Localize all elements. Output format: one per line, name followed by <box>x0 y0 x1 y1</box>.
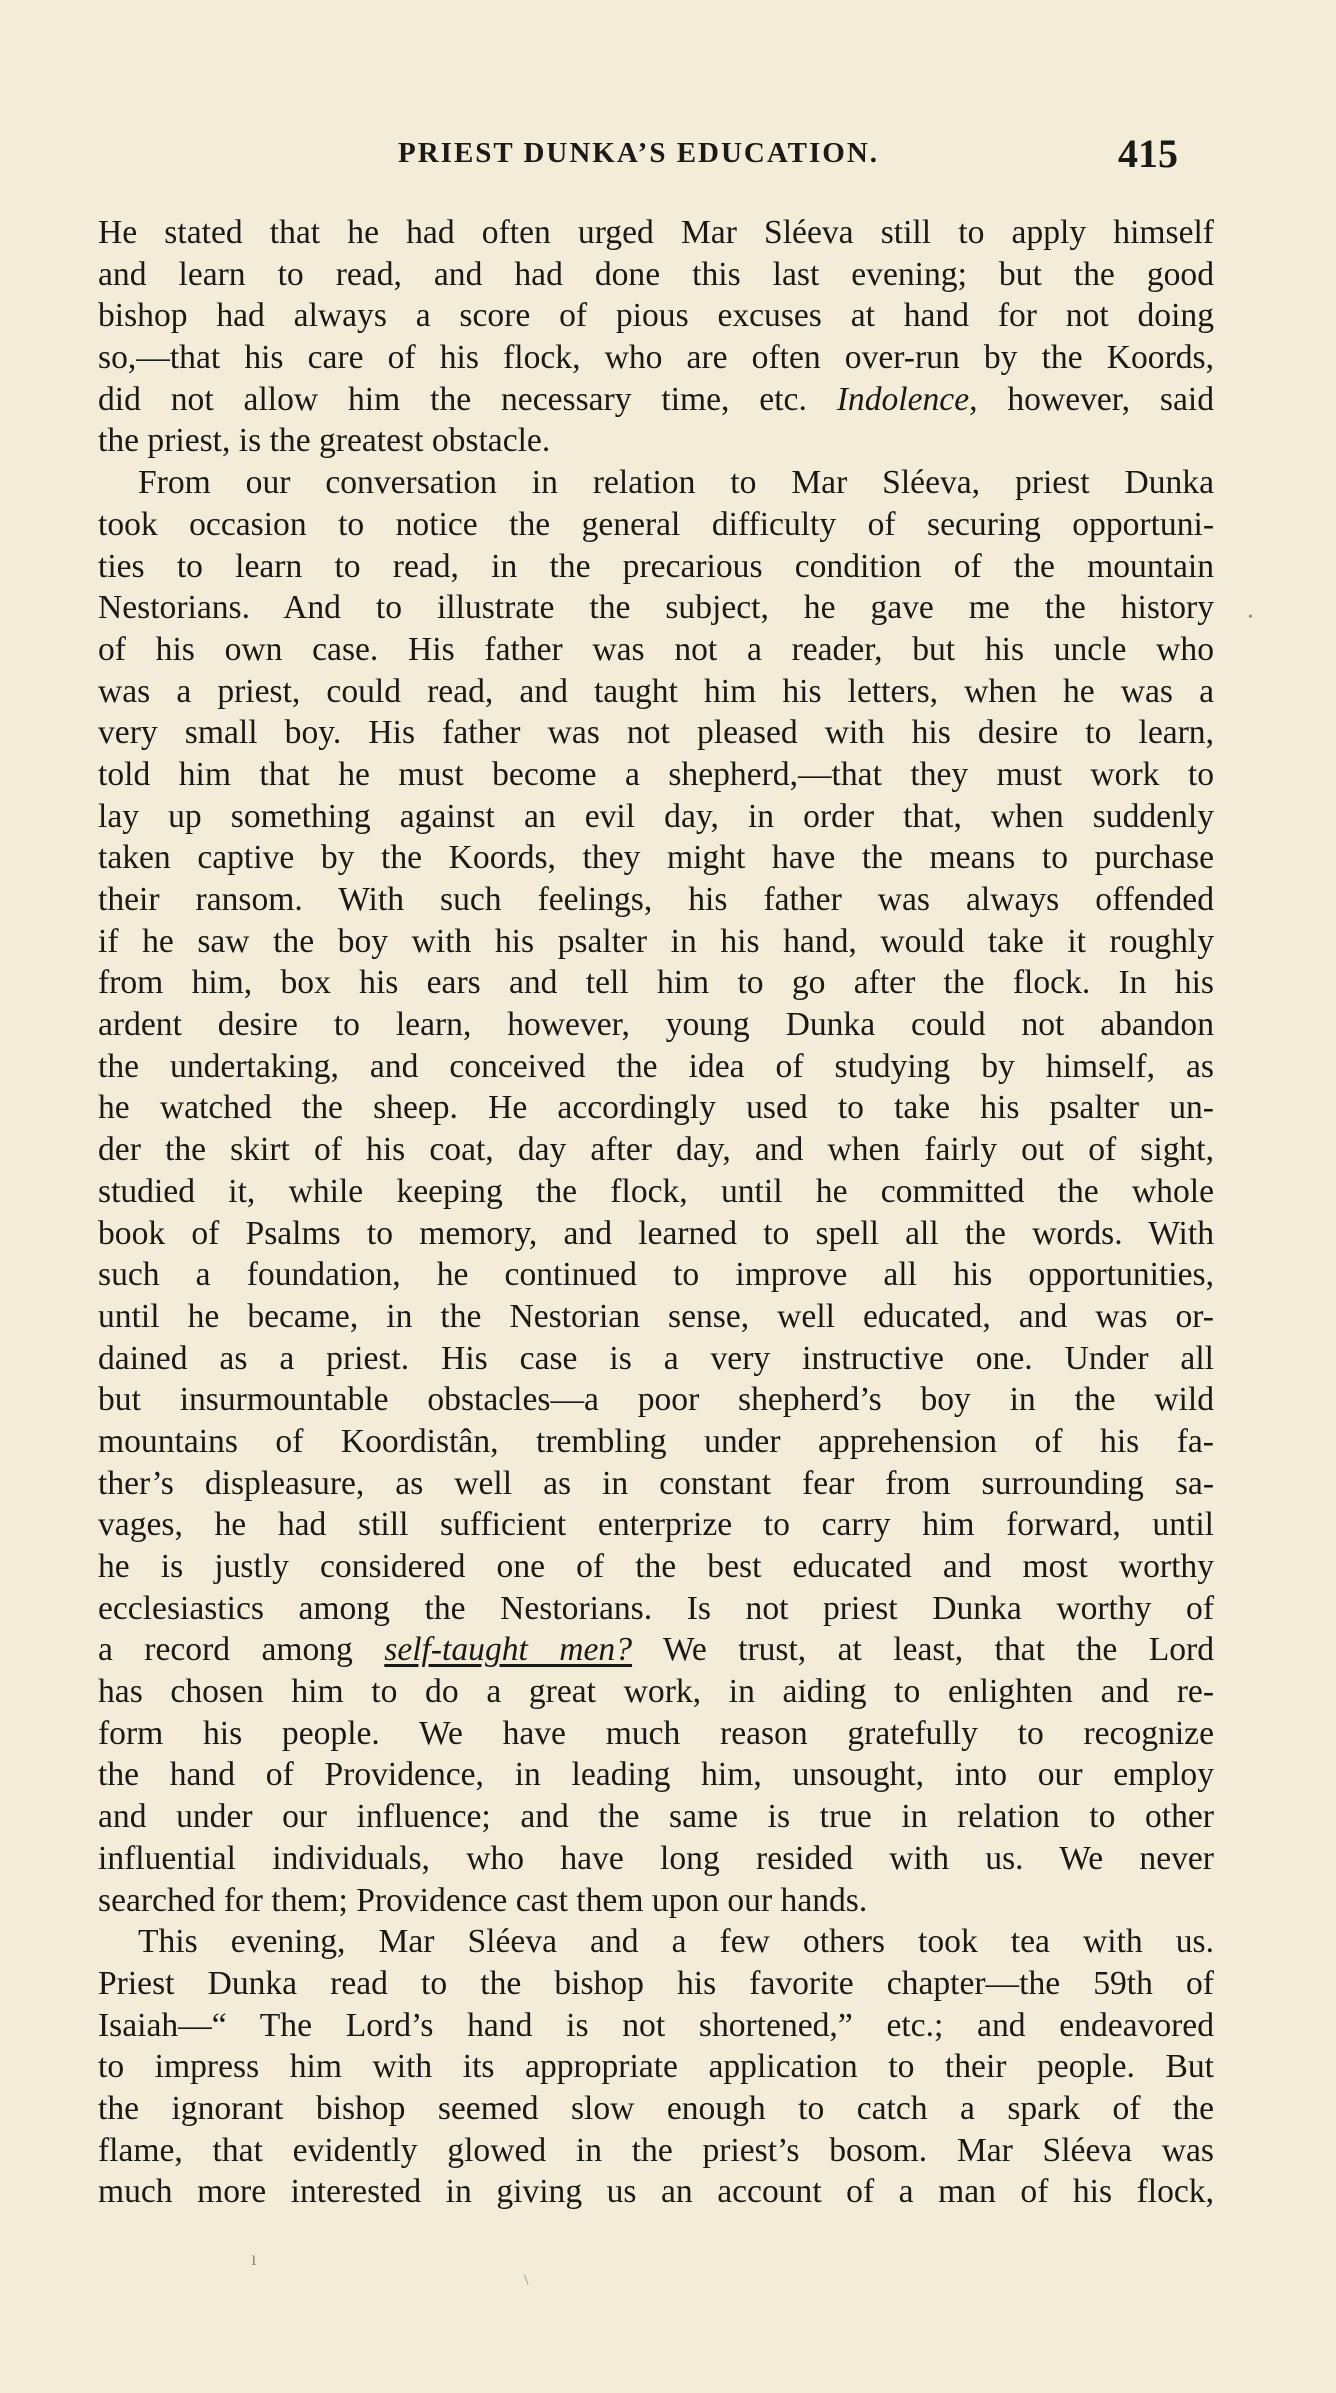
text-line: Priest Dunka read to the bishop his favorite chapter—the 59th of <box>98 1964 1214 2002</box>
stray-mark: • <box>1248 610 1253 625</box>
text-line: their ransom. With such feelings, his father was always offended <box>98 881 1214 918</box>
text-line: der the skirt of his coat, day after day, and when fairly out of sight, <box>98 1131 1214 1169</box>
paragraph-3 <box>98 1921 1214 2213</box>
text-line: He stated that he had often urged Mar Sléeva still to apply himself <box>98 214 1214 251</box>
text-line: until he became, in the Nestorian sense, well educated, and was or- <box>98 1297 1214 1335</box>
page-header <box>0 133 1336 183</box>
text-line: and under our influence; and the same is true in relation to other <box>98 1798 1214 1836</box>
text-line: ties to learn to read, in the precarious condition of the mountain <box>98 547 1214 585</box>
text-line: if he saw the boy with his psalter in his hand, would take it roughly <box>98 922 1214 960</box>
emphasis-text: self-taught men? <box>384 1631 633 1669</box>
text-line: he watched the sheep. He accordingly used to take his psalter un- <box>98 1089 1214 1127</box>
text-line: took occasion to notice the general difficulty of securing opportuni- <box>98 505 1214 543</box>
text-line: studied it, while keeping the flock, until he committed the whole <box>98 1172 1214 1210</box>
text-line: dained as a priest. His case is a very instructive one. Under all <box>98 1339 1214 1377</box>
text-line <box>98 1629 1214 1671</box>
text-line: told him that he must become a shepherd,—that they must work to <box>98 755 1214 793</box>
paragraph-1 <box>98 212 1214 462</box>
text-line: but insurmountable obstacles—a poor shepherd’s boy in the wild <box>98 1381 1214 1419</box>
stray-mark: ı <box>251 2248 257 2270</box>
text-line: has chosen him to do a great work, in aiding to enlighten and re- <box>98 1673 1214 1711</box>
text-line: much more interested in giving us an account of a man of his flock, <box>98 2173 1214 2211</box>
text-line: searched for them; Providence cast them upon our hands. <box>98 1881 868 1919</box>
text-line: and learn to read, and had done this last evening; but the good <box>98 255 1214 293</box>
text-line: such a foundation, he continued to improve all his opportunities, <box>98 1256 1214 1294</box>
text-line: From our conversation in relation to Mar Sléeva, priest Dunka <box>138 464 1214 502</box>
stray-mark: \ <box>524 2272 529 2289</box>
text-line: taken captive by the Koords, they might have the means to purchase <box>98 839 1214 877</box>
text-line: form his people. We have much reason gratefully to recognize <box>98 1714 1214 1752</box>
text-line: the ignorant bishop seemed slow enough to catch a spark of the <box>98 2089 1214 2127</box>
text-line: This evening, Mar Sléeva and a few others took tea with us. <box>138 1923 1214 1961</box>
text-line: flame, that evidently glowed in the priest’s bosom. Mar Sléeva was <box>98 2131 1214 2169</box>
paragraph-2 <box>98 462 1214 1921</box>
text-line: ardent desire to learn, however, young Dunka could not abandon <box>98 1006 1214 1044</box>
running-head: PRIEST DUNKA’S EDUCATION. <box>398 137 880 169</box>
text-line: the hand of Providence, in leading him, unsought, into our employ <box>98 1756 1214 1794</box>
text-fragment: did not allow him the necessary time, etc. <box>98 380 807 418</box>
text-fragment: however, said <box>1007 380 1214 418</box>
text-line: he is justly considered one of the best educated and most worthy <box>98 1548 1214 1585</box>
text-fragment: We trust, at least, that the Lord <box>662 1631 1214 1669</box>
text-line: the undertaking, and conceived the idea of studying by himself, as <box>98 1047 1214 1085</box>
text-line: from him, box his ears and tell him to go after the flock. In his <box>98 964 1214 1002</box>
body-text <box>98 212 1214 2213</box>
text-line: very small boy. His father was not pleased with his desire to learn, <box>98 714 1214 752</box>
text-line: ecclesiastics among the Nestorians. Is not priest Dunka worthy of <box>98 1589 1214 1627</box>
text-line: influential individuals, who have long resided with us. We never <box>98 1839 1214 1877</box>
text-line: book of Psalms to memory, and learned to spell all the words. With <box>98 1214 1214 1252</box>
text-line: bishop had always a score of pious excuses at hand for not doing <box>98 297 1214 335</box>
emphasis-text: Indolence, <box>836 380 978 418</box>
text-line: mountains of Koordistân, trembling under apprehension of his fa- <box>98 1422 1214 1460</box>
text-line: vages, he had still sufficient enterprize to carry him forward, until <box>98 1506 1214 1544</box>
text-line: lay up something against an evil day, in order that, when suddenly <box>98 797 1214 835</box>
text-line: to impress him with its appropriate application to their people. But <box>98 2048 1214 2086</box>
text-fragment: a record among <box>98 1631 353 1669</box>
text-line: ther’s displeasure, as well as in constant fear from surrounding sa- <box>98 1464 1214 1502</box>
text-line: the priest, is the greatest obstacle. <box>98 422 551 460</box>
text-line: was a priest, could read, and taught him his letters, when he was a <box>98 672 1214 710</box>
text-line: of his own case. His father was not a reader, but his uncle who <box>98 630 1214 668</box>
text-line: so,—that his care of his flock, who are often over-run by the Koords, <box>98 339 1214 377</box>
text-line: Nestorians. And to illustrate the subject, he gave me the history <box>98 589 1214 627</box>
text-line <box>98 379 1214 421</box>
page-number: 415 <box>1118 131 1178 176</box>
text-line: Isaiah—“ The Lord’s hand is not shortened,” etc.; and endeavored <box>98 2006 1214 2044</box>
